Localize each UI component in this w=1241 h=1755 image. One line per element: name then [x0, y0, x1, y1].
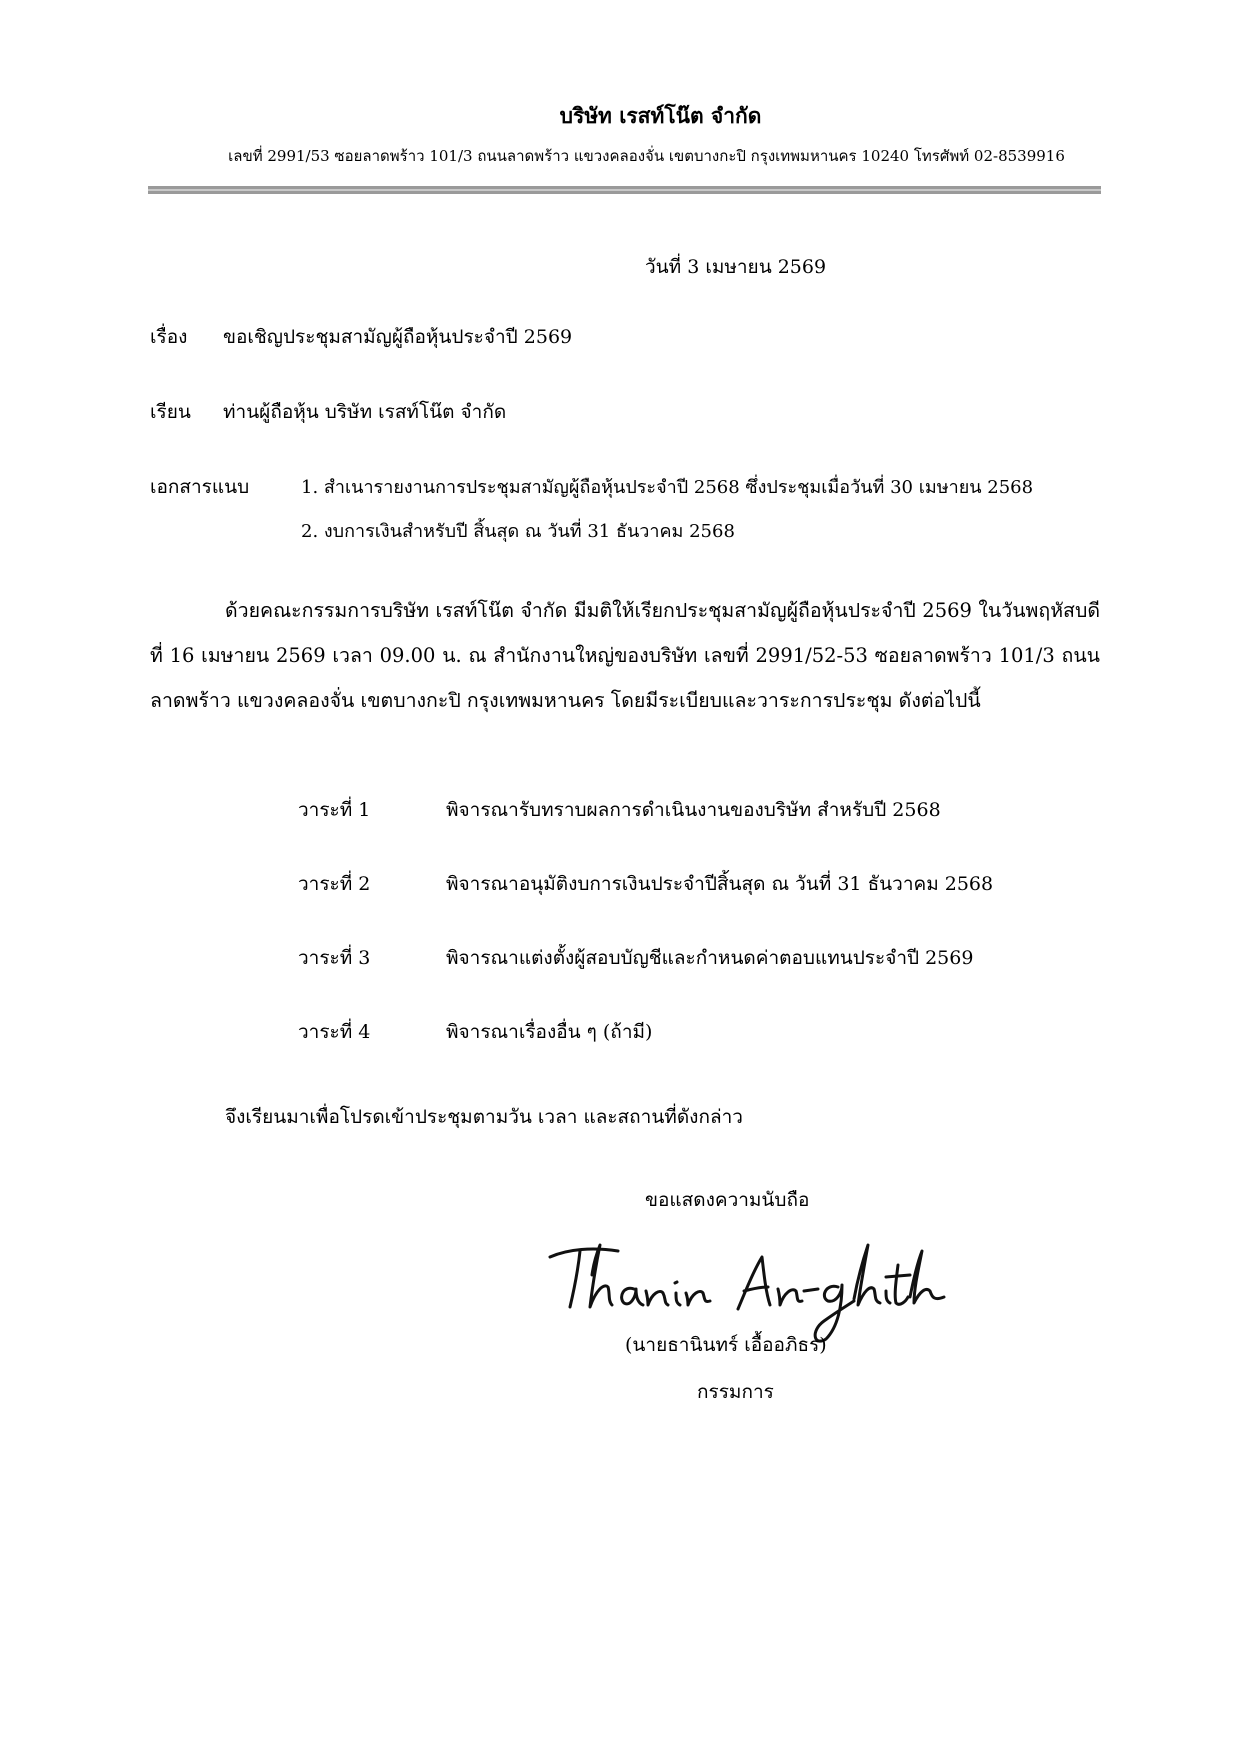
agenda-label-3: วาระที่ 3	[298, 947, 371, 969]
attachments-label: เอกสารแนบ	[150, 476, 250, 498]
regards-text: ขอแสดงความนับถือ	[645, 1189, 810, 1211]
agenda-label-1: วาระที่ 1	[298, 799, 371, 821]
attachment-item-2: 2. งบการเงินสำหรับปี สิ้นสุด ณ วันที่ 31 ธันวาคม 2568	[301, 521, 735, 542]
attachment-item-1: 1. สำเนารายงานการประชุมสามัญผู้ถือหุ้นประจำปี 2568 ซึ่งประชุมเมื่อวันที่ 30 เมษายน 2568	[301, 477, 1034, 498]
subject-text: ขอเชิญประชุมสามัญผู้ถือหุ้นประจำปี 2569	[223, 326, 573, 348]
closing-sentence: จึงเรียนมาเพื่อโปรดเข้าประชุมตามวัน เวลา และสถานที่ดังกล่าว	[225, 1106, 743, 1128]
company-address: เลขที่ 2991/53 ซอยลาดพร้าว 101/3 ถนนลาดพร้าว แขวงคลองจั่น เขตบางกะปิ กรุงเทพมหานคร 10240 โทรศัพท์ 02-8539916	[228, 147, 1065, 165]
subject-label: เรื่อง	[150, 326, 188, 348]
letter-date: วันที่ 3 เมษายน 2569	[645, 256, 827, 278]
agenda-text-4: พิจารณาเรื่องอื่น ๆ (ถ้ามี)	[446, 1021, 653, 1043]
agenda-text-3: พิจารณาแต่งตั้งผู้สอบบัญชีและกำหนดค่าตอบแทนประจำปี 2569	[446, 947, 974, 969]
company-name: บริษัท เรสท์โน๊ต จำกัด	[559, 103, 762, 128]
header-divider	[148, 186, 1101, 194]
body-paragraph: ด้วยคณะกรรมการบริษัท เรสท์โน๊ต จำกัด มีมติให้เรียกประชุมสามัญผู้ถือหุ้นประจำปี 2569 ในวันพฤหัสบดี ที่ 16 เมษายน 2569 เวลา 09.00 น. ณ สำนักงานใหญ่ของบริษัท เลขที่ 2991/52-53 ซอยลาดพร้าว 101/3 ถนนลาดพร้าว แขวงคลองจั่น เขตบางกะปิ กรุงเทพมหานคร โดยมีระเบียบและวาระการประชุม ดังต่อไปนี้	[150, 599, 1100, 712]
signer-title: กรรมการ	[697, 1381, 774, 1403]
signer-name: (นายธานินทร์ เอื้ออภิธร)	[625, 1334, 827, 1356]
recipient-label: เรียน	[150, 401, 191, 423]
agenda-label-2: วาระที่ 2	[298, 873, 371, 895]
recipient-text: ท่านผู้ถือหุ้น บริษัท เรสท์โน๊ต จำกัด	[223, 401, 507, 423]
agenda-text-1: พิจารณารับทราบผลการดำเนินงานของบริษัท สำหรับปี 2568	[446, 799, 941, 821]
agenda-label-4: วาระที่ 4	[298, 1021, 371, 1043]
agenda-text-2: พิจารณาอนุมัติงบการเงินประจำปีสิ้นสุด ณ วันที่ 31 ธันวาคม 2568	[446, 873, 994, 895]
